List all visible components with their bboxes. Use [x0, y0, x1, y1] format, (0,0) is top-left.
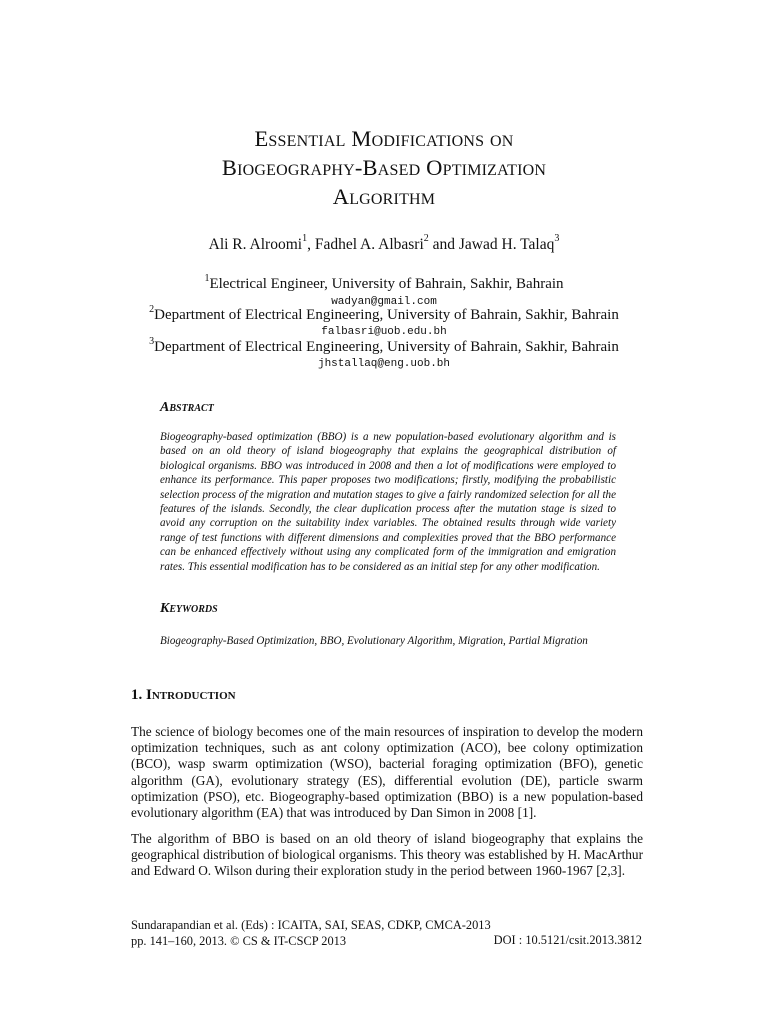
email-1: wadyan@gmail.com	[331, 296, 437, 308]
email-3: jhstallaq@eng.uob.bh	[317, 358, 451, 370]
author-2: , Fadhel A. Albasri	[307, 236, 424, 253]
affiliation-3-text: Department of Electrical Engineering, University of Bahrain, Sakhir, Bahrain	[154, 339, 619, 355]
author-2-affil: 2	[423, 233, 429, 244]
author-3: and Jawad H. Talaq	[428, 236, 555, 253]
affiliation-1	[0, 273, 768, 293]
author-1: Ali R. Alroomi	[208, 236, 303, 253]
footer-line-1: Sundarapandian et al. (Eds) : ICAITA, SAI, SEAS, CDKP, CMCA-2013	[131, 918, 491, 932]
footer-citation	[131, 917, 491, 949]
keywords-text: Biogeography-Based Optimization, BBO, Evolutionary Algorithm, Migration, Partial Migration	[160, 635, 588, 647]
affiliation-3	[0, 336, 768, 356]
abstract-text: Biogeography-based optimization (BBO) is a new population-based evolutionary algorithm and is based on an old theory of island biogeography that explains the geographical distribution of biological organisms. BBO was introduced in 2008 and then a lot of modifications were employed to enhance its performance. This paper proposes two modifications; firstly, modifying the probabilistic selection process of the migration and mutation stages to give a fairly randomized selection for all the features of the islands. Secondly, the clear duplication process after the mutation stage is sized to avoid any corruption on the suitability index variables. The obtained results through wide variety range of test functions with different dimensions and complexities proved that the BBO performance can be enhanced effectively without using any complicated form of the immigration and emigration rates. This essential modification has to be considered as an initial step for any other modification.	[160, 431, 616, 573]
intro-paragraph-2: The algorithm of BBO is based on an old theory of island biogeography that explains the geographical distribution of biological organisms. This theory was established by H. MacArthur and Edward O. Wilson during their exploration study in the period between 1960-1967 [2,3].	[131, 831, 643, 879]
author-1-affil: 1	[302, 233, 308, 244]
author-3-affil: 3	[554, 233, 560, 244]
title-line-3: Algorithm	[332, 184, 436, 209]
affiliation-1-num: 1	[204, 273, 210, 284]
intro-paragraph-1: The science of biology becomes one of the main resources of inspiration to develop the modern optimization techniques, such as ant colony optimization (ACO), bee colony optimization (BCO), wasp swarm optimization (WSO), bacterial foraging optimization (BFO), genetic algorithm (GA), evolutionary strategy (ES), differential evolution (DE), particle swarm optimization (PSO), etc. Biogeography-based optimization (BBO) is a new population-based evolutionary algorithm (EA) that was introduced by Dan Simon in 2008 [1].	[131, 724, 643, 821]
footer-line-2: pp. 141–160, 2013. © CS & IT-CSCP 2013	[131, 934, 347, 948]
affiliation-2-num: 2	[149, 304, 155, 315]
author-list	[0, 233, 768, 254]
introduction-heading: 1. Introduction	[131, 687, 236, 703]
email-2: falbasri@uob.edu.bh	[321, 326, 447, 338]
title-line-1: Essential Modifications on	[254, 126, 514, 151]
keywords-heading: Keywords	[160, 601, 218, 616]
affiliation-3-num: 3	[149, 336, 155, 347]
paper-title	[0, 124, 768, 211]
footer-doi: DOI : 10.5121/csit.2013.3812	[493, 933, 642, 947]
title-line-2: Biogeography-Based Optimization	[221, 155, 547, 180]
abstract-heading: Abstract	[160, 400, 214, 415]
affiliation-1-text: Electrical Engineer, University of Bahrain, Sakhir, Bahrain	[209, 276, 564, 292]
affiliation-2-text: Department of Electrical Engineering, University of Bahrain, Sakhir, Bahrain	[154, 307, 619, 323]
affiliation-2	[0, 304, 768, 324]
